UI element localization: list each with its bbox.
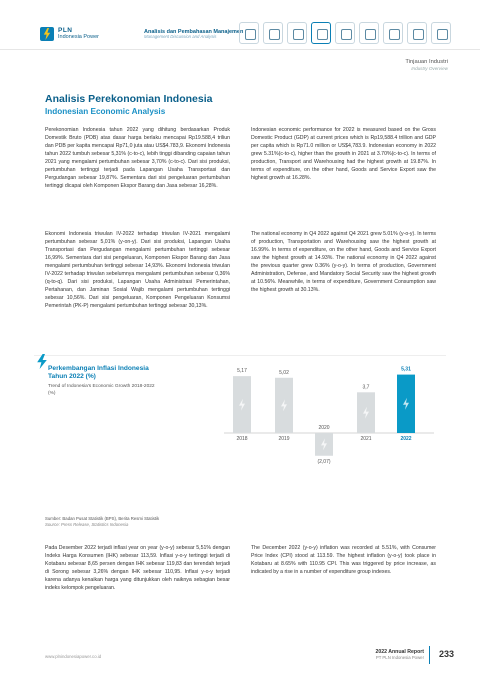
- paragraph-en-2: The national economy in Q4 2022 against Q4 2021 grew 5.01% (y-o-y). In terms of production, Transportation and Warehousing saw the highest growth at 16.99%. In terms of expenditure, on the other hand, Goods and Service Export saw the highest growth at 14.93%. The national economy in Q4 2022 against the previous quarter grew 0.36% (y-o-y). In terms of production, Government Administration, Defense, and Mandatory Social Security saw the highest growth at 10.56%. Meanwhile, in terms of expenditure, Government Consumption saw the highest growth at 30.13%.: [251, 231, 436, 293]
- paragraph-id-2: Ekonomi Indonesia triwulan IV-2022 terhadap triwulan IV-2021 mengalami pertumbuhan sebesar 5,01% (y-on-y). Dari sisi produksi, Lapangan Usaha Transportasi dan Pergudangan mengalami pertumbuhan tertinggi sebesar 16,99%. Sementara dari sisi pengeluaran, Komponen Ekspor Barang dan Jasa mengalami pertumbuhan tertinggi sebesar 14,93%. Ekonomi Indonesia triwulan IV-2022 terhadap triwulan sebelumnya mengalami pertumbuhan sebesar 0,36% (q-to-q). Dari sisi produksi, Lapangan Usaha Administrasi Pemerintahan, Pertahanan, dan Jaminan Sosial Wajib mengalami pertumbuhan tertinggi sebesar 10,56%. Dari sisi pengeluaran, Komponen Pengeluaran Konsumsi Pemerintah (PK-P) mengalami pertumbuhan tertinggi sebesar 30,13%.: [45, 231, 230, 309]
- section-tag-id: Tinjauan Industri: [405, 59, 448, 65]
- value-label-2022: 5,31: [401, 366, 411, 373]
- building-icon[interactable]: [287, 22, 307, 44]
- chart-source: [45, 516, 159, 528]
- category-label-2019: 2019: [278, 436, 290, 442]
- source-id: Sumber: Badan Pusat Statistik (BPS), Berita Resmi Statistik: [45, 516, 160, 521]
- section-tag: [405, 59, 448, 71]
- leaf-icon[interactable]: [407, 22, 427, 44]
- category-label-2021: 2021: [360, 436, 372, 442]
- logo-subtitle: Indonesia Power: [58, 33, 99, 40]
- category-label-2022: 2022: [400, 436, 412, 442]
- paragraph-en-1: Indonesian economic performance for 2022 is measured based on the Gross Domestic Product (GDP) at current prices which is Rp19,588.4 trillion and GDP per capita which is Rp71.0 million or US$4,783.9. Indonesian economy in 2022 grew 5.31%(c-to-c), higher than the growth in 2021 at 3.70%(c-to-c). In terms of production, Transport and Warehousing had the highest growth at 19.87%. In terms of expenditure, on the other hand, Goods and Service Export saw the highest growth at 16.28%.: [251, 127, 436, 181]
- shield-icon[interactable]: [359, 22, 379, 44]
- chapter-title: [144, 29, 243, 40]
- value-label-2018: 5,17: [237, 368, 247, 375]
- footer-url[interactable]: www.plnindonesiapower.co.id: [45, 654, 102, 659]
- handshake-icon[interactable]: [383, 22, 403, 44]
- paragraph-id-1: Perekonomian Indonesia tahun 2022 yang dihitung berdasarkan Produk Domestik Bruto (PDB) atas dasar harga berlaku mencapai Rp19.588,4 triliun dan PDB per kapita mencapai Rp71,0 juta atau US$4.783,9. Ekonomi Indonesia tahun 2022 tumbuh sebesar 5,31% (c-to-c), lebih tinggi dibanding capaian tahun 2021 yang mengalami pertumbuhan sebesar 3,70% (c-to-c). Dari sisi produksi, pertumbuhan tertinggi terjadi pada Lapangan Usaha Transportasi dan Pergudangan sebesar 19,87%. Sementara dari sisi pengeluaran pertumbuhan tertinggi dicapai oleh Komponen Ekspor Barang dan Jasa sebesar 16,28%.: [45, 127, 230, 189]
- page-title-block: [45, 93, 212, 116]
- people-icon[interactable]: [263, 22, 283, 44]
- gear-icon[interactable]: [311, 22, 331, 44]
- chapter-title-en: Management Discussion and Analysis: [144, 34, 217, 40]
- page-header: [0, 0, 480, 50]
- chart-title: Perkembangan Inflasi Indonesia Tahun 2022 (%): [48, 365, 149, 380]
- category-label-2018: 2018: [236, 436, 248, 442]
- page-number: 233: [438, 649, 454, 659]
- growth-chart-panel: [34, 355, 446, 507]
- paragraph-en-3: The December 2022 (y-o-y) inflation was recorded at 5.51%, with Consumer Price Index (CPI) stood at 113.59. The highest inflation (y-o-y) took place in Kotabaru at 8.65% with 110.95 CPI. This was triggered by price increase, as indicated by a rise in a number of expenditure group indexes.: [251, 545, 436, 575]
- pln-logo-icon: [40, 27, 54, 41]
- footer-report: [375, 649, 424, 660]
- source-en: Source: Press Release, Statistics Indonesia: [45, 522, 129, 527]
- company-logo: [40, 27, 99, 41]
- chart-icon[interactable]: [335, 22, 355, 44]
- chapter-title-id: Analisis dan Pembahasan Manajemen: [144, 29, 244, 35]
- paragraph-id-3: Pada Desember 2022 terjadi inflasi year on year (y-o-y) sebesar 5,51% dengan Indeks Harga Konsumen (IHK) sebesar 113,59. Inflasi y-o-y tertinggi terjadi di Kotabaru sebesar 8,65 persen dengan IHK sebesar 119,83 dan terendah terjadi di Sorong sebesar 3,26% dengan IHK sebesar 110,95. Inflasi y-o-y terjadi karena adanya kenaikan harga yang ditunjukkan oleh naiknya sebagian besar indeks kelompok pengeluaran.: [45, 545, 230, 591]
- page-footer: [0, 640, 480, 679]
- chapter-nav: [239, 22, 455, 44]
- category-label-2020: 2020: [318, 425, 330, 431]
- report-title: 2022 Annual Report: [375, 649, 424, 655]
- value-label-2020: (2,07): [317, 458, 331, 465]
- report-icon[interactable]: [239, 22, 259, 44]
- report-company: PT PLN Indonesia Power: [375, 655, 424, 661]
- footer-divider: [429, 646, 430, 664]
- growth-bar-chart: [34, 356, 446, 508]
- logo-name: PLN: [58, 27, 73, 34]
- value-label-2021: 3,7: [362, 384, 370, 391]
- section-tag-en: Industry Overview: [411, 65, 448, 71]
- page-subtitle: Indonesian Economic Analysis: [45, 107, 166, 116]
- chart-subtitle: Trend of Indonesia's Economic Growth 2018-2022 (%): [48, 384, 155, 396]
- document-icon[interactable]: [431, 22, 451, 44]
- value-label-2019: 5,02: [279, 369, 289, 376]
- page-title: Analisis Perekonomian Indonesia: [45, 93, 213, 105]
